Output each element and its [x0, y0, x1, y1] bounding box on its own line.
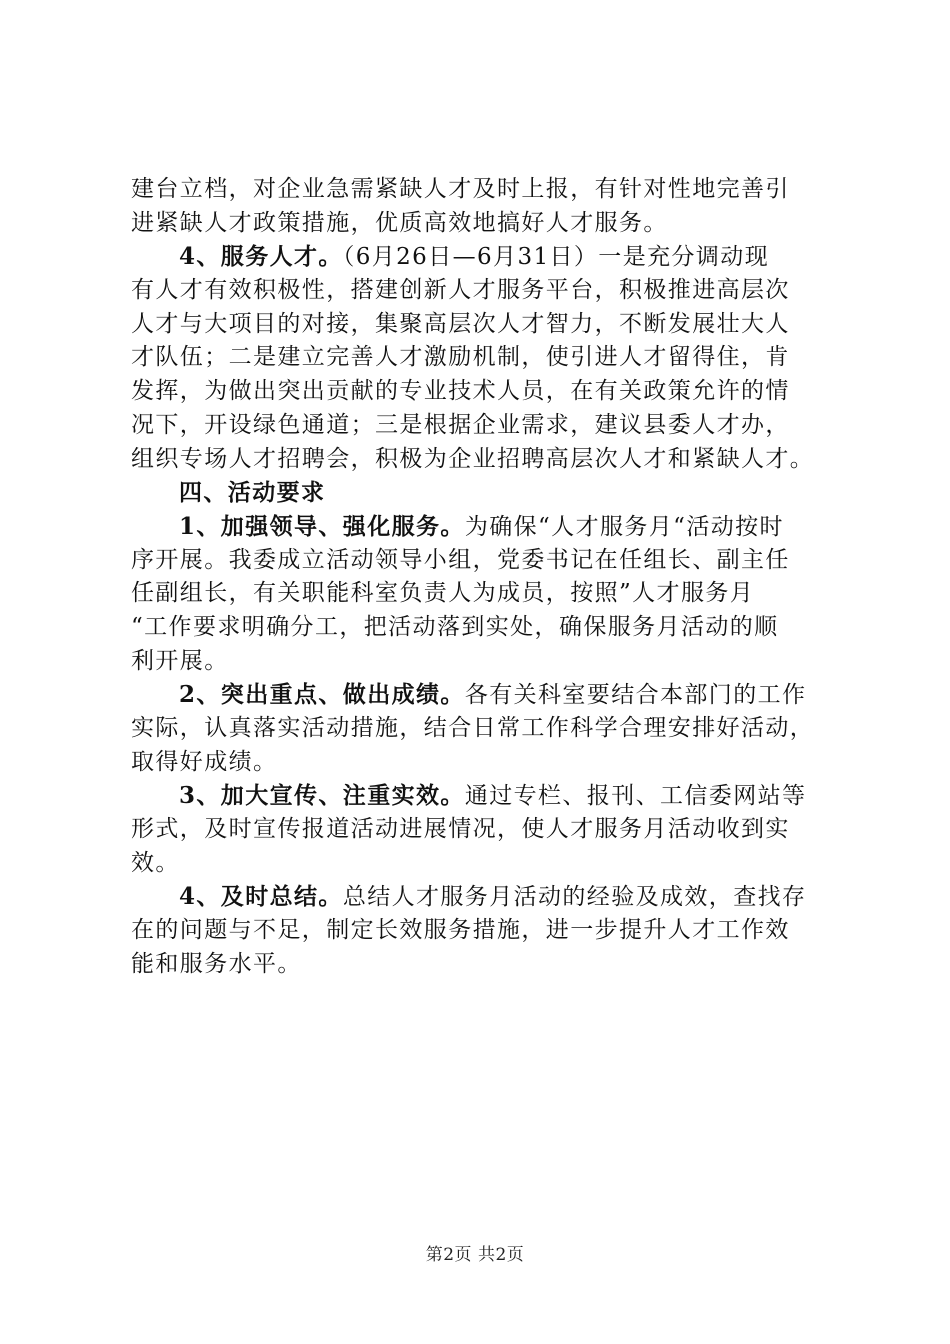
line-text: 建台立档，对企业急需紧缺人才及时上报，有针对性地完善引: [131, 176, 790, 202]
line-text: 通过专栏、报刊、工信委网站等: [464, 783, 807, 810]
text-line: [131, 240, 831, 274]
line-text: 有人才有效积极性，搭建创新人才服务平台，积极推进高层次: [131, 277, 790, 304]
text-line: [131, 678, 831, 712]
paragraph-lead-in: 3、加大宣传、注重实效。: [179, 782, 465, 810]
text-line: [131, 443, 831, 477]
text-line: [131, 712, 831, 746]
line-text: 实际，认真落实活动措施，结合日常工作科学合理安排好活动，: [131, 715, 815, 741]
text-line: [131, 813, 831, 847]
text-line: [131, 611, 831, 645]
document-body: [131, 173, 831, 982]
line-text: 况下，开设绿色通道；三是根据企业需求，建议县委人才办，: [131, 411, 790, 438]
text-line: [131, 544, 831, 578]
text-line: [131, 409, 831, 443]
line-text: 任副组长，有关职能科室负责人为成员，按照”人才服务月: [131, 580, 755, 607]
line-text: 进紧缺人才政策措施，优质高效地搞好人才服务。: [131, 209, 668, 236]
text-line: [131, 880, 831, 914]
line-text: 才队伍；二是建立完善人才激励机制，使引进人才留得住，肯: [131, 344, 790, 371]
text-line: [131, 274, 831, 308]
line-text: “工作要求明确分工，把活动落到实处，确保服务月活动的顺: [131, 613, 779, 640]
line-text: 为确保“人才服务月“活动按时: [464, 513, 784, 540]
line-text: 总结人才服务月活动的经验及成效，查找存: [342, 884, 807, 911]
text-line: [131, 308, 831, 342]
text-line: [131, 948, 831, 982]
paragraph-lead-in: 1、加强领导、强化服务。: [179, 512, 465, 540]
text-line: [131, 914, 831, 948]
text-line: [131, 779, 831, 813]
line-text: 能和服务水平。: [131, 950, 302, 977]
text-line: [131, 847, 831, 881]
text-line: [131, 173, 831, 207]
text-line: [131, 645, 831, 679]
line-text: 利开展。: [131, 647, 229, 674]
line-text: （6月26日—6月31日）一是充分调动现: [342, 244, 770, 271]
text-line: [131, 510, 831, 544]
paragraph-lead-in: 4、及时总结。: [179, 883, 343, 911]
text-line: [131, 577, 831, 611]
line-text: 发挥，为做出突出贡献的专业技术人员，在有关政策允许的情: [131, 378, 790, 405]
line-text: 序开展。我委成立活动领导小组，党委书记在任组长、副主任: [131, 546, 790, 573]
page-footer: 第2页 共2页: [425, 1245, 525, 1265]
paragraph-lead-in: 4、服务人才。: [179, 243, 343, 271]
section-heading: 四、活动要求: [179, 479, 326, 507]
line-text: 组织专场人才招聘会，积极为企业招聘高层次人才和紧缺人才。: [131, 445, 815, 472]
line-text: 人才与大项目的对接，集聚高层次人才智力，不断发展壮大人: [131, 310, 790, 337]
text-line: [131, 207, 831, 241]
text-line: [131, 476, 831, 510]
text-line: [131, 375, 831, 409]
line-text: 形式，及时宣传报道活动进展情况，使人才服务月活动收到实: [131, 816, 790, 843]
paragraph-lead-in: 2、突出重点、做出成绩。: [179, 681, 465, 709]
line-text: 各有关科室要结合本部门的工作: [464, 682, 807, 709]
line-text: 效。: [131, 849, 180, 876]
text-line: [131, 341, 831, 375]
line-text: 在的问题与不足，制定长效服务措施，进一步提升人才工作效: [131, 917, 790, 944]
line-text: 取得好成绩。: [131, 748, 278, 775]
text-line: [131, 746, 831, 780]
